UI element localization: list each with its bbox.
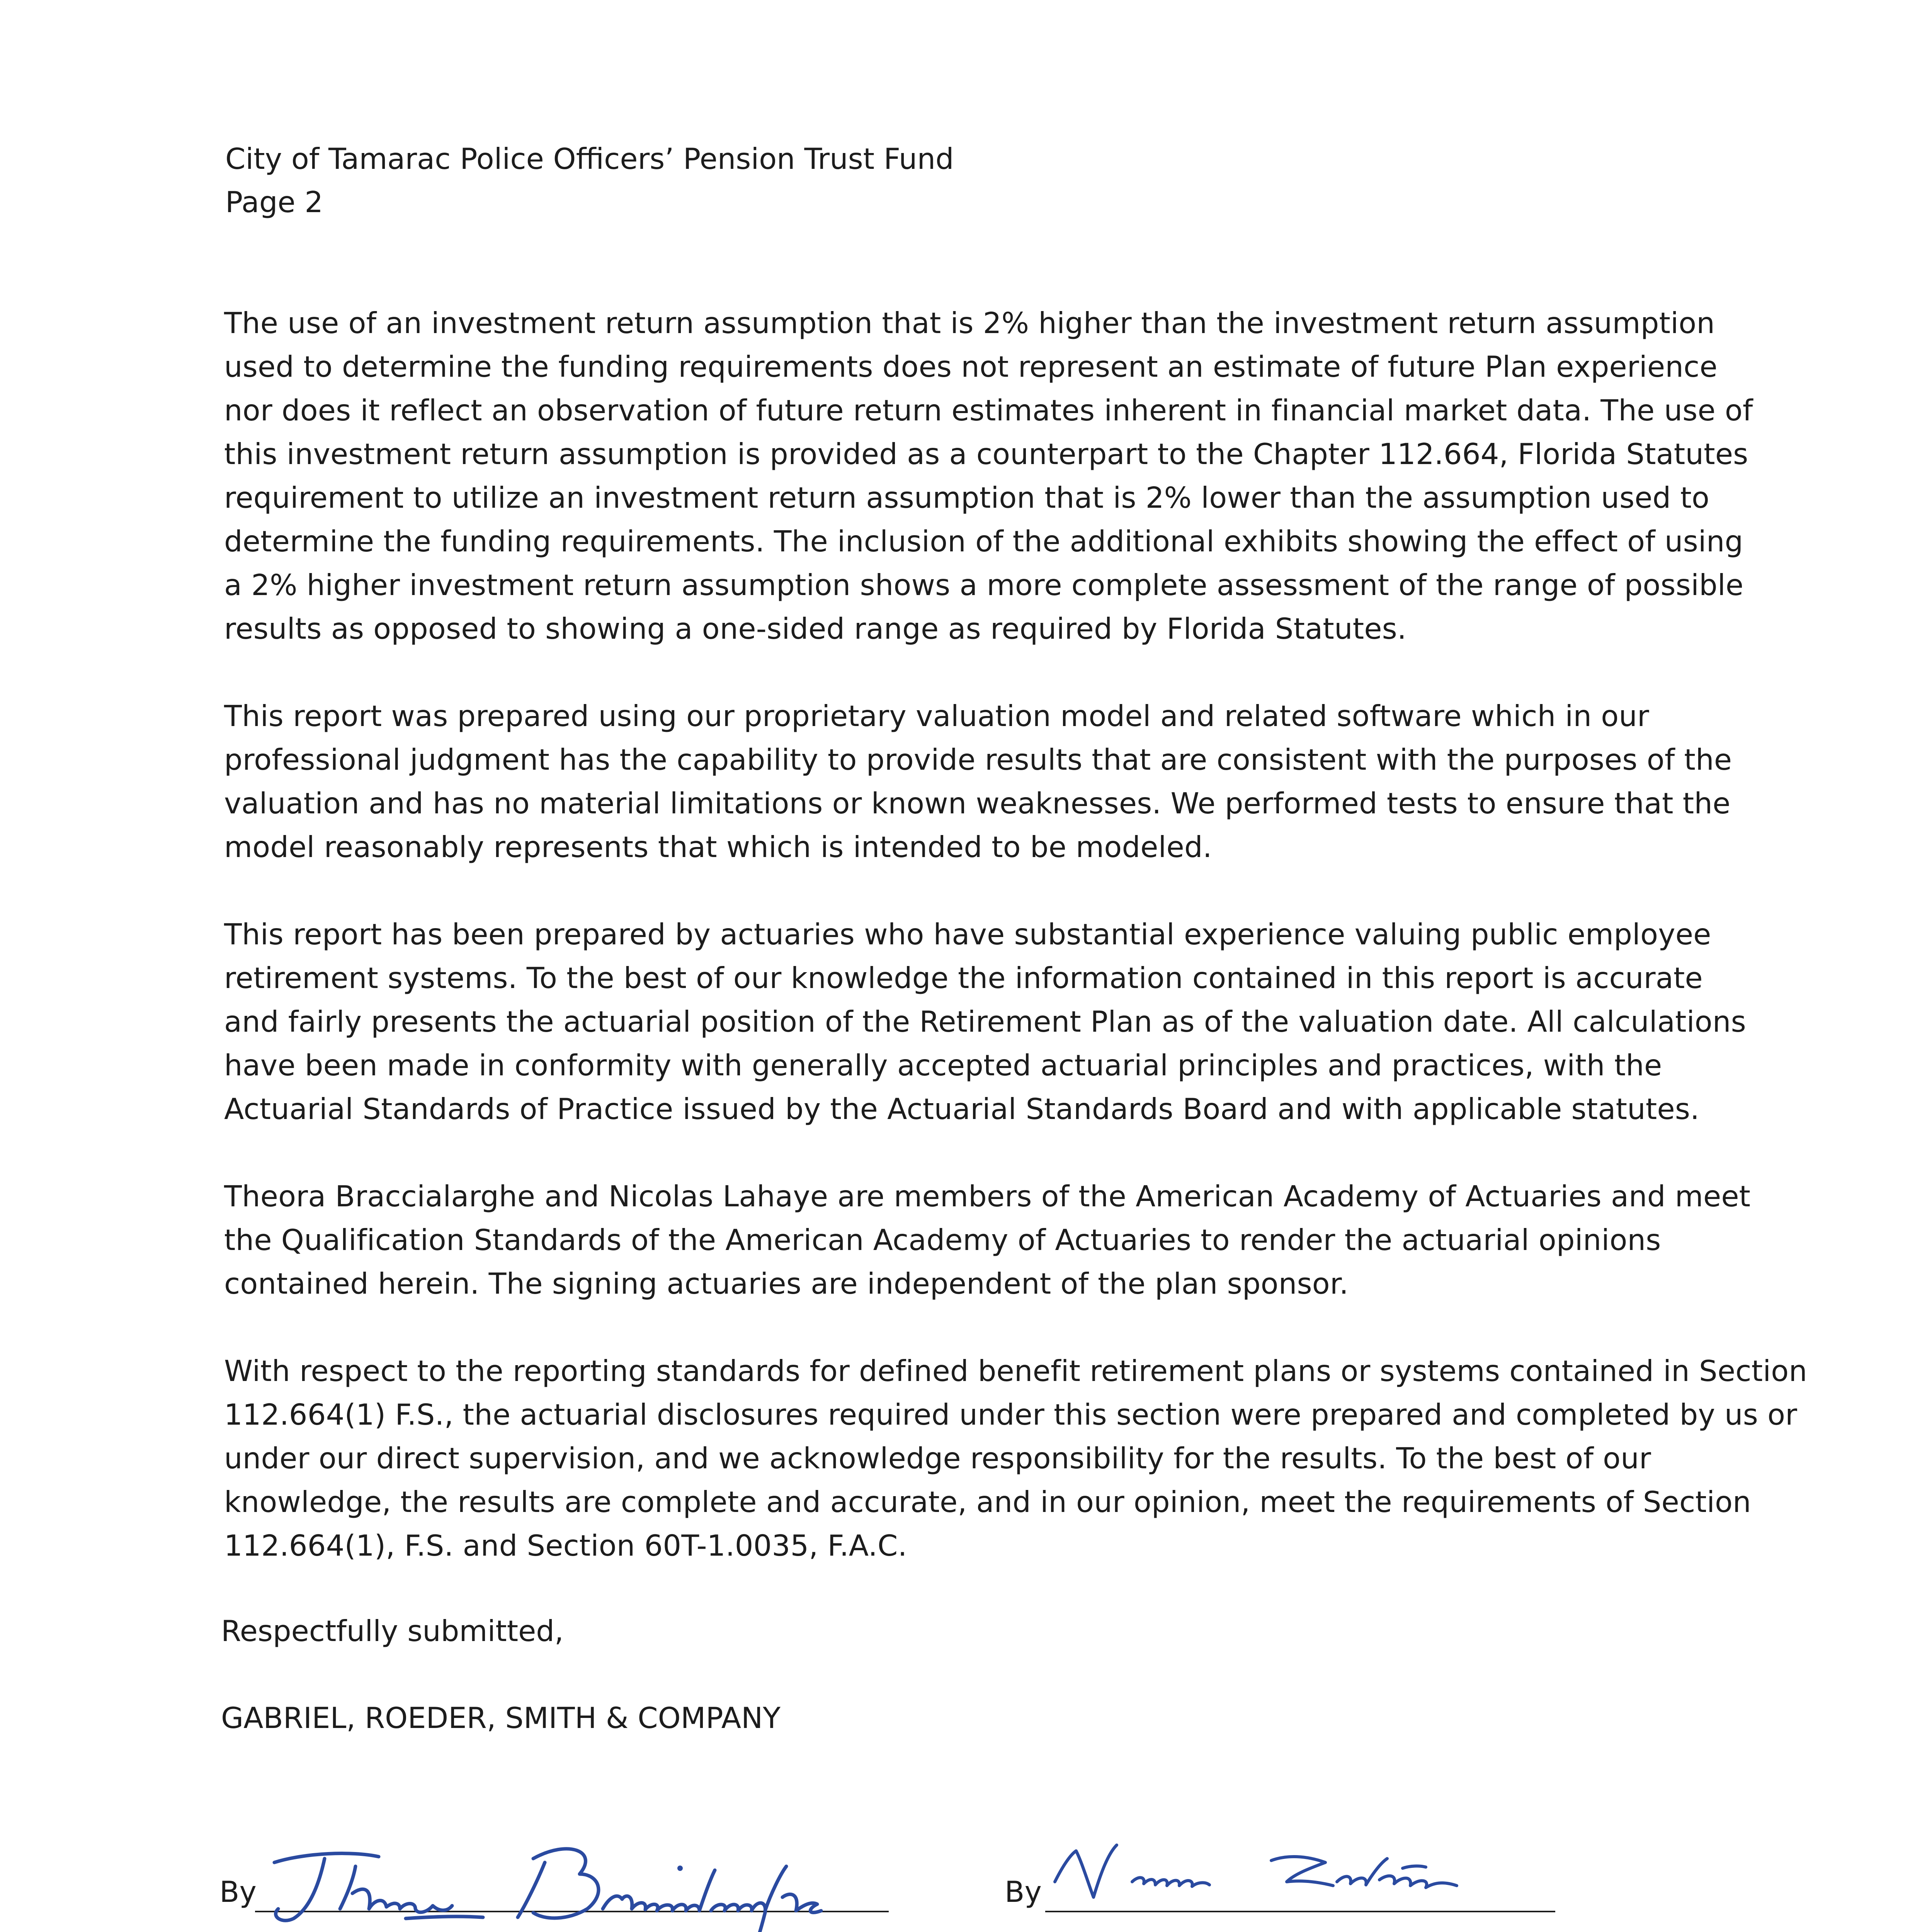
- text-line: This report was prepared using our proprietary valuation model and related software which in our: [224, 699, 1650, 733]
- text-line: retirement systems. To the best of our knowledge the information contained in this report is accurate: [224, 961, 1703, 995]
- text-line: the Qualification Standards of the American Academy of Actuaries to render the actuarial opinions: [224, 1223, 1661, 1257]
- signature-theora-icon: [251, 1816, 916, 1932]
- text-line: 112.664(1) F.S., the actuarial disclosures required under this section were prepared and completed by us or: [224, 1398, 1798, 1432]
- text-line: professional judgment has the capability to provide results that are consistent with the purposes of the: [224, 743, 1732, 777]
- text-line: 112.664(1), F.S. and Section 60T-1.0035, F.A.C.: [224, 1529, 907, 1563]
- text-line: and fairly presents the actuarial position of the Retirement Plan as of the valuation date. All calculations: [224, 1005, 1746, 1039]
- text-line: determine the funding requirements. The inclusion of the additional exhibits showing the effect of using: [224, 524, 1743, 558]
- text-line: valuation and has no material limitations or known weaknesses. We performed tests to ensure that the: [224, 786, 1731, 820]
- text-line: Theora Braccialarghe and Nicolas Lahaye are members of the American Academy of Actuaries and meet: [224, 1179, 1751, 1213]
- text-line: nor does it reflect an observation of future return estimates inherent in financial market data. The use of: [224, 393, 1753, 427]
- header-title: City of Tamarac Police Officers’ Pension Trust Fund: [225, 142, 954, 176]
- company-name: GABRIEL, ROEDER, SMITH & COMPANY: [221, 1701, 781, 1735]
- text-line: This report has been prepared by actuaries who have substantial experience valuing public employee: [224, 917, 1711, 951]
- text-line: With respect to the reporting standards for defined benefit retirement plans or systems contained in Section: [224, 1354, 1808, 1388]
- text-line: used to determine the funding requirements does not represent an estimate of future Plan experience: [224, 350, 1718, 384]
- text-line: model reasonably represents that which is intended to be modeled.: [224, 830, 1212, 864]
- paragraph-valuation-model: [224, 694, 1777, 869]
- text-line: have been made in conformity with generally accepted actuarial principles and practices, with the: [224, 1048, 1662, 1082]
- signature-nicolas-icon: [1039, 1824, 1542, 1917]
- text-line: under our direct supervision, and we acknowledge responsibility for the results. To the best of our: [224, 1441, 1651, 1475]
- text-line: contained herein. The signing actuaries are independent of the plan sponsor.: [224, 1267, 1349, 1301]
- header-page-number: Page 2: [225, 185, 323, 219]
- paragraph-qualifications: [224, 1175, 1777, 1306]
- text-line: results as opposed to showing a one-sided range as required by Florida Statutes.: [224, 612, 1406, 646]
- text-line: this investment return assumption is provided as a counterpart to the Chapter 112.664, Florida Statutes: [224, 437, 1748, 471]
- text-line: The use of an investment return assumption that is 2% higher than the investment return assumption: [224, 306, 1715, 340]
- text-line: requirement to utilize an investment return assumption that is 2% lower than the assumption used to: [224, 481, 1710, 515]
- letter-body: [224, 301, 1808, 1611]
- sig-by-label: By: [1005, 1875, 1042, 1909]
- closing-salutation: Respectfully submitted,: [221, 1614, 564, 1648]
- paragraph-reporting-standards: [224, 1349, 1808, 1568]
- sig-by-label: By: [219, 1875, 257, 1909]
- text-line: a 2% higher investment return assumption shows a more complete assessment of the range of possible: [224, 568, 1744, 602]
- text-line: knowledge, the results are complete and accurate, and in our opinion, meet the requirements of Section: [224, 1485, 1751, 1519]
- paragraph-actuary-experience: [224, 913, 1777, 1131]
- page-header: [225, 137, 954, 224]
- paragraph-investment-assumption: [224, 301, 1777, 651]
- text-line: Actuarial Standards of Practice issued by the Actuarial Standards Board and with applicable statutes.: [224, 1092, 1700, 1126]
